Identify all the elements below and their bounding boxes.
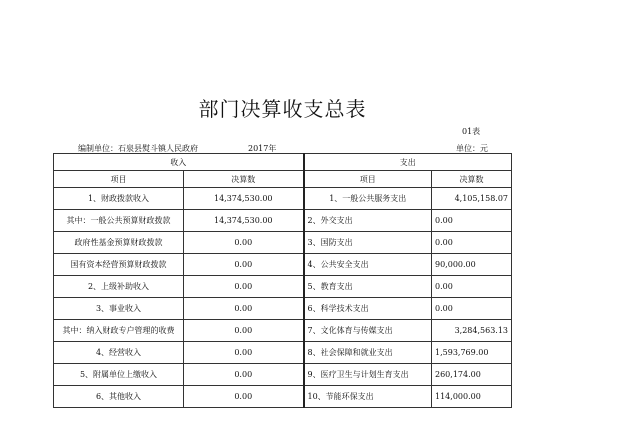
income-item: 2、上级补助收入 (54, 276, 184, 298)
expense-amount: 1,593,769.00 (432, 342, 512, 364)
income-item-header: 项目 (54, 171, 184, 188)
income-amount: 0.00 (184, 254, 304, 276)
income-item: 6、其他收入 (54, 386, 184, 408)
income-item: 其中：一般公共预算财政拨款 (54, 210, 184, 232)
table-row (54, 254, 512, 276)
expense-amount: 0.00 (432, 232, 512, 254)
income-item: 4、经营收入 (54, 342, 184, 364)
expense-item: 9、医疗卫生与计划生育支出 (304, 364, 432, 386)
income-item: 1、财政拨款收入 (54, 188, 184, 210)
report-year: 2017年 (248, 144, 277, 153)
income-amount: 0.00 (184, 342, 304, 364)
table-row (54, 320, 512, 342)
expense-item: 6、科学技术支出 (304, 298, 432, 320)
expense-amount: 4,105,158.07 (432, 188, 512, 210)
page-title: 部门决算收支总表 (198, 97, 367, 121)
expense-amount: 260,174.00 (432, 364, 512, 386)
expense-item: 4、公共安全支出 (304, 254, 432, 276)
income-item: 政府性基金预算财政拨款 (54, 232, 184, 254)
expense-item: 1、一般公共服务支出 (304, 188, 432, 210)
table-row (54, 232, 512, 254)
column-header-row (54, 171, 512, 188)
expense-item: 8、社会保障和就业支出 (304, 342, 432, 364)
expense-amount: 90,000.00 (432, 254, 512, 276)
expense-item: 2、外交支出 (304, 210, 432, 232)
expense-item: 7、文化体育与传媒支出 (304, 320, 432, 342)
income-amount: 14,374,530.00 (184, 210, 304, 232)
table-row (54, 298, 512, 320)
table-row (54, 276, 512, 298)
expense-amount: 114,000.00 (432, 386, 512, 408)
expense-amount: 0.00 (432, 210, 512, 232)
income-item: 其中：纳入财政专户管理的收费 (54, 320, 184, 342)
expense-item-header: 项目 (304, 171, 432, 188)
expense-amount: 0.00 (432, 276, 512, 298)
income-item: 国有资本经营预算财政拨款 (54, 254, 184, 276)
income-amount: 0.00 (184, 364, 304, 386)
income-item: 3、事业收入 (54, 298, 184, 320)
reporting-unit: 编制单位：石泉县熨斗镇人民政府 (78, 144, 198, 153)
income-amount-header: 决算数 (184, 171, 304, 188)
section-header-row (54, 154, 512, 171)
income-amount: 0.00 (184, 276, 304, 298)
income-item: 5、附属单位上缴收入 (54, 364, 184, 386)
expense-amount: 0.00 (432, 298, 512, 320)
table-row (54, 188, 512, 210)
expense-item: 5、教育支出 (304, 276, 432, 298)
expense-section-header: 支出 (304, 154, 512, 171)
expense-item: 10、节能环保支出 (304, 386, 432, 408)
expense-amount: 3,284,563.13 (432, 320, 512, 342)
currency-unit: 单位：元 (456, 144, 488, 153)
expense-item: 3、国防支出 (304, 232, 432, 254)
income-expense-table (53, 153, 512, 408)
income-amount: 14,374,530.00 (184, 188, 304, 210)
table-row (54, 364, 512, 386)
income-amount: 0.00 (184, 386, 304, 408)
income-amount: 0.00 (184, 320, 304, 342)
table-code: 01表 (462, 127, 481, 136)
table-row (54, 386, 512, 408)
income-section-header: 收入 (54, 154, 304, 171)
table-row (54, 342, 512, 364)
income-amount: 0.00 (184, 298, 304, 320)
table-row (54, 210, 512, 232)
income-amount: 0.00 (184, 232, 304, 254)
expense-amount-header: 决算数 (432, 171, 512, 188)
